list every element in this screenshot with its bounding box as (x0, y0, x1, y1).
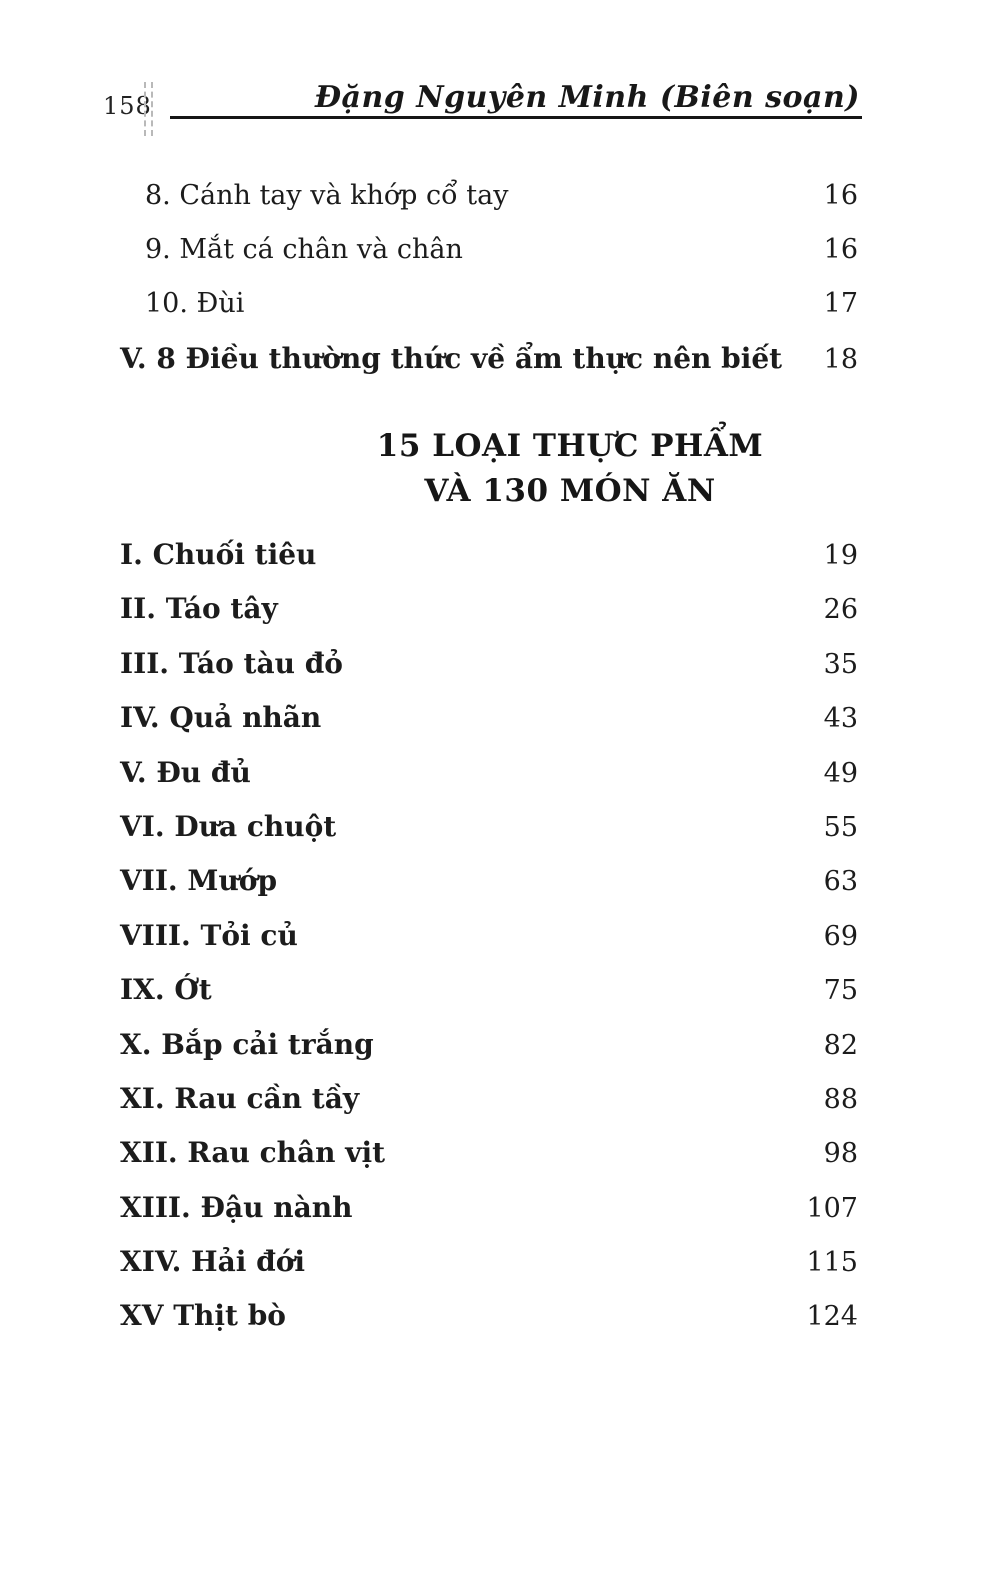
toc-entry-label: I. Chuối tiêu (120, 538, 317, 571)
toc-entry (120, 1028, 858, 1082)
toc-entry (120, 288, 858, 342)
header-author-title: Đặng Nguyên Minh (Biên soạn) (314, 80, 860, 115)
toc-entry (120, 1191, 858, 1245)
toc-entry-label: IX. Ớt (120, 973, 212, 1007)
toc-entry-page: 124 (806, 1301, 858, 1333)
toc-entry (120, 342, 858, 396)
toc-entry-label: 8. Cánh tay và khớp cổ tay (145, 180, 509, 211)
toc-section-main (120, 538, 858, 1354)
toc-entry-label: VIII. Tỏi củ (120, 918, 298, 952)
toc-entry-label: XIV. Hải đới (120, 1245, 306, 1279)
toc-entry (120, 756, 858, 810)
toc-entry-page: 75 (823, 975, 858, 1007)
toc-entry-page: 18 (823, 344, 858, 375)
toc-entry (120, 973, 858, 1027)
toc-entry (120, 647, 858, 701)
toc-entry (120, 1299, 858, 1353)
toc-entry-label: VI. Dưa chuột (120, 809, 337, 843)
toc-entry (120, 1136, 858, 1190)
toc-entry-label: XII. Rau chân vịt (120, 1136, 386, 1170)
toc-entry (120, 234, 858, 288)
toc-entry-label: V. 8 Điều thường thức về ẩm thực nên biết (120, 342, 783, 375)
toc-entry-page: 35 (823, 648, 858, 680)
toc-entry-page: 69 (823, 920, 858, 952)
toc-entry-label: XI. Rau cần tầy (120, 1081, 360, 1115)
toc-entry-label: XIII. Đậu nành (120, 1190, 353, 1224)
toc-entry-page: 26 (823, 594, 858, 626)
toc-entry-page: 17 (823, 288, 858, 319)
toc-entry (120, 592, 858, 646)
toc-entry-page: 115 (806, 1247, 858, 1279)
toc-entry-label: II. Táo tây (120, 592, 278, 626)
header-rule (170, 116, 862, 119)
section-title-line2: VÀ 130 MÓN ĂN (424, 473, 716, 509)
toc-entry-page: 82 (823, 1029, 858, 1061)
decorative-divider-icon (144, 82, 153, 136)
toc-section-top (120, 180, 858, 396)
toc-entry-page: 16 (823, 180, 858, 211)
toc-entry (120, 1245, 858, 1299)
page-number: 158 (103, 92, 152, 120)
toc-entry-page: 49 (823, 757, 858, 789)
toc-entry-label: 9. Mắt cá chân và chân (145, 234, 463, 265)
toc-entry-page: 55 (823, 811, 858, 843)
toc-entry-label: IV. Quả nhãn (120, 701, 322, 735)
table-of-contents (120, 180, 858, 1354)
toc-entry-label: III. Táo tàu đỏ (120, 646, 343, 680)
toc-entry (120, 538, 858, 592)
toc-entry-label: XV Thịt bò (120, 1299, 286, 1333)
toc-entry-label: 10. Đùi (145, 288, 245, 319)
toc-entry (120, 180, 858, 234)
toc-entry-page: 19 (823, 540, 858, 571)
toc-entry-label: V. Đu đủ (120, 755, 251, 789)
toc-entry-page: 107 (806, 1192, 858, 1224)
toc-entry-page: 43 (823, 703, 858, 735)
page-header (0, 0, 1000, 140)
toc-entry-label: X. Bắp cải trắng (120, 1027, 374, 1061)
section-title-line1: 15 LOẠI THỰC PHẨM (376, 428, 764, 464)
toc-entry (120, 810, 858, 864)
section-title (180, 424, 960, 514)
toc-entry (120, 701, 858, 755)
toc-entry-page: 63 (823, 866, 858, 898)
toc-entry (120, 919, 858, 973)
toc-entry (120, 1082, 858, 1136)
toc-entry-page: 16 (823, 234, 858, 265)
toc-entry-label: VII. Mướp (120, 864, 278, 898)
toc-entry (120, 864, 858, 918)
toc-entry-page: 98 (823, 1138, 858, 1170)
toc-entry-page: 88 (823, 1083, 858, 1115)
